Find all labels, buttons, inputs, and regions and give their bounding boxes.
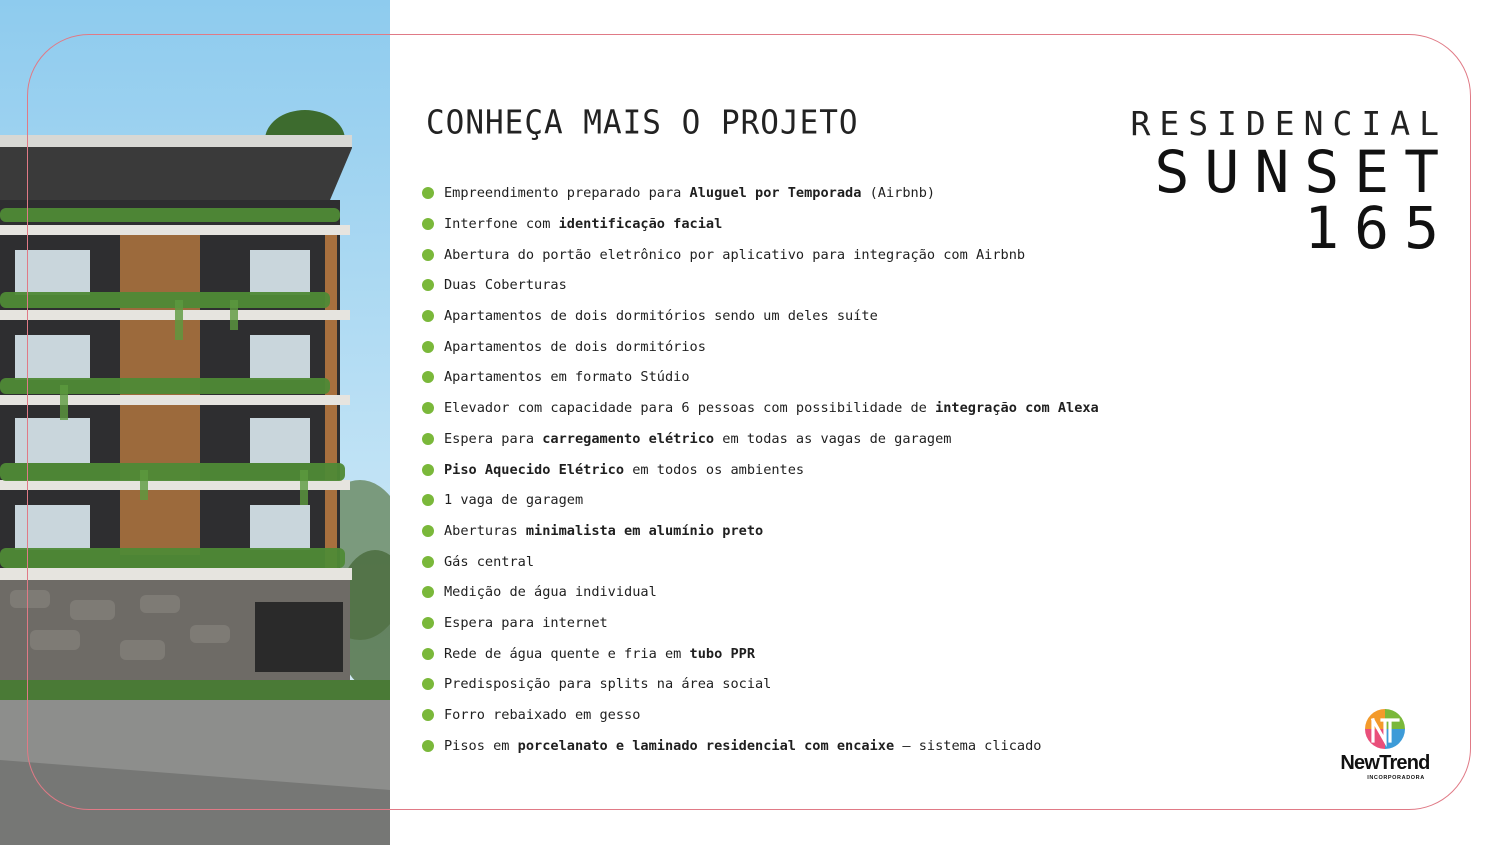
feature-text: [444, 247, 1025, 263]
feature-item: [422, 301, 1099, 332]
feature-text: [444, 676, 771, 692]
bullet-icon: [422, 709, 434, 721]
feature-text-bold: integração com Alexa: [935, 400, 1099, 417]
feature-text: [444, 584, 657, 600]
feature-text: [444, 462, 804, 478]
feature-text: [444, 185, 935, 201]
feature-text-part: Interfone com: [444, 216, 559, 233]
logo-mark-icon: [1330, 705, 1440, 753]
feature-text-part: Predisposição para splits na área social: [444, 676, 772, 693]
feature-text-part: Apartamentos em formato Stúdio: [444, 369, 690, 386]
feature-text-part: 1 vaga de garagem: [444, 492, 584, 509]
feature-item: [422, 239, 1099, 270]
feature-item: [422, 608, 1099, 639]
bullet-icon: [422, 218, 434, 230]
feature-text-part: Elevador com capacidade para 6 pessoas com possibilidade de: [444, 400, 936, 417]
bullet-icon: [422, 586, 434, 598]
feature-text-part: em todas as vagas de garagem: [714, 430, 952, 447]
feature-item: [422, 638, 1099, 669]
bullet-icon: [422, 617, 434, 629]
feature-item: [422, 209, 1099, 240]
feature-text: [444, 339, 706, 355]
feature-item: [422, 393, 1099, 424]
feature-text-part: Duas Coberturas: [444, 277, 567, 294]
bullet-icon: [422, 371, 434, 383]
bullet-icon: [422, 310, 434, 322]
feature-item: [422, 485, 1099, 516]
feature-text-part: Medição de água individual: [444, 584, 657, 601]
feature-text-bold: porcelanato e laminado residencial com encaixe: [517, 737, 895, 754]
feature-text-part: – sistema clicado: [894, 737, 1042, 754]
bullet-icon: [422, 341, 434, 353]
feature-text-bold: Aluguel por Temporada: [689, 185, 862, 202]
feature-item: [422, 331, 1099, 362]
feature-text-bold: tubo PPR: [689, 645, 756, 662]
feature-item: [422, 730, 1099, 761]
bullet-icon: [422, 433, 434, 445]
feature-text: [444, 523, 763, 539]
feature-text: [444, 216, 722, 232]
feature-text-part: Gás central: [444, 553, 535, 570]
feature-item: [422, 454, 1099, 485]
feature-item: [422, 700, 1099, 731]
feature-item: [422, 577, 1099, 608]
bullet-icon: [422, 556, 434, 568]
bullet-icon: [422, 249, 434, 261]
bullet-icon: [422, 648, 434, 660]
title-number: 165: [1304, 194, 1454, 262]
feature-text: [444, 308, 878, 324]
feature-text-part: Abertura do portão eletrônico por aplicativo para integração com Airbnb: [444, 246, 1026, 263]
logo-tagline: INCORPORADORA: [1367, 775, 1425, 781]
feature-text-part: Aberturas: [444, 522, 526, 539]
feature-text: [444, 277, 567, 293]
feature-text: [444, 738, 1041, 754]
feature-text-part: em todos os ambientes: [624, 461, 805, 478]
building-photo: [0, 0, 390, 845]
feature-text-part: (Airbnb): [861, 185, 936, 202]
feature-item: [422, 424, 1099, 455]
feature-text-part: Espera para: [444, 430, 543, 447]
feature-item: [422, 669, 1099, 700]
feature-text-bold: Piso Aquecido Elétrico: [444, 461, 625, 478]
feature-text-part: Pisos em: [444, 737, 518, 754]
feature-text: [444, 554, 534, 570]
feature-text-part: Empreendimento preparado para: [444, 185, 690, 202]
bullet-icon: [422, 464, 434, 476]
feature-text: [444, 646, 755, 662]
feature-text-bold: carregamento elétrico: [542, 430, 715, 447]
title-sunset: SUNSET: [1154, 138, 1454, 206]
bullet-icon: [422, 678, 434, 690]
feature-item: [422, 516, 1099, 547]
feature-item: [422, 546, 1099, 577]
feature-text: [444, 615, 608, 631]
title-block: [1130, 104, 1454, 262]
bullet-icon: [422, 279, 434, 291]
feature-text-part: Apartamentos de dois dormitórios: [444, 338, 706, 355]
feature-item: [422, 178, 1099, 209]
feature-text: [444, 707, 640, 723]
feature-list: [422, 178, 1099, 761]
feature-text-part: Espera para internet: [444, 614, 608, 631]
bullet-icon: [422, 187, 434, 199]
feature-text: [444, 400, 1099, 416]
title-residencial: RESIDENCIAL: [1130, 104, 1448, 143]
feature-text-part: Apartamentos de dois dormitórios sendo um deles suíte: [444, 308, 878, 325]
feature-text: [444, 431, 951, 447]
newtrend-logo: [1330, 705, 1440, 785]
feature-text: [444, 492, 583, 508]
feature-item: [422, 362, 1099, 393]
section-heading: CONHEÇA MAIS O PROJETO: [426, 104, 859, 142]
feature-text-bold: minimalista em alumínio preto: [525, 522, 764, 539]
feature-text: [444, 369, 690, 385]
bullet-icon: [422, 402, 434, 414]
feature-text-part: Rede de água quente e fria em: [444, 645, 690, 662]
feature-text-part: Forro rebaixado em gesso: [444, 707, 641, 724]
feature-item: [422, 270, 1099, 301]
bullet-icon: [422, 740, 434, 752]
feature-text-bold: identificação facial: [558, 216, 723, 233]
bullet-icon: [422, 494, 434, 506]
bullet-icon: [422, 525, 434, 537]
building-illustration: [0, 0, 390, 845]
logo-name: NewTrend: [1340, 752, 1430, 774]
